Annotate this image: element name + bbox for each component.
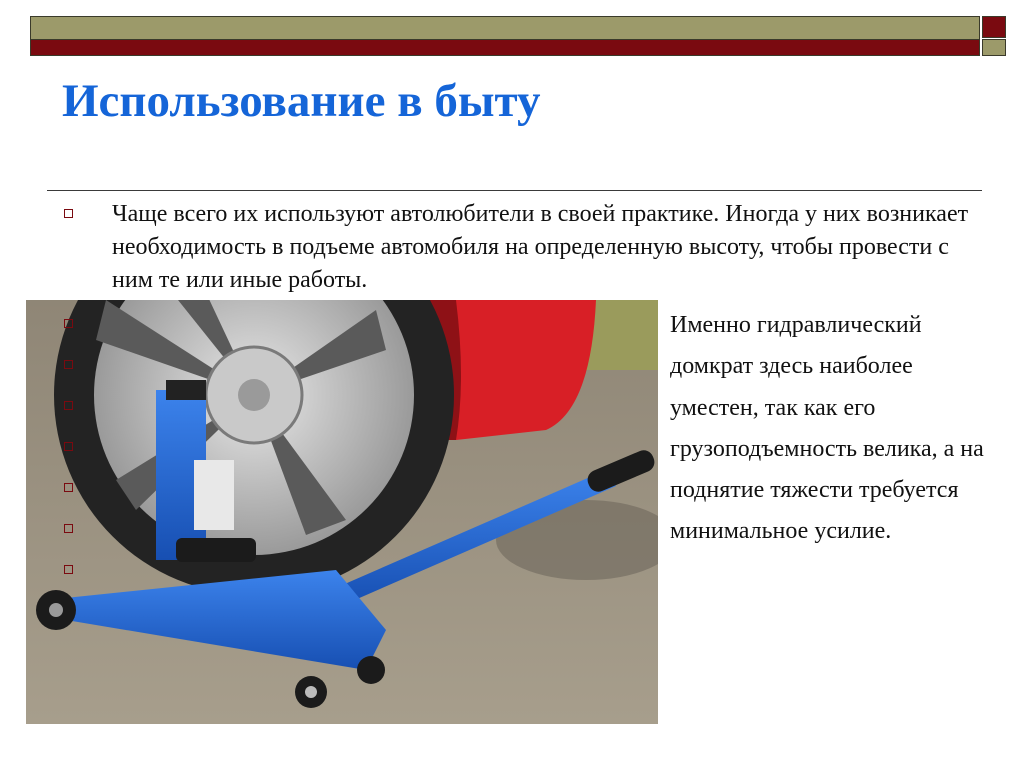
header-olive-stripe xyxy=(31,17,979,40)
bullet-icon xyxy=(64,442,73,451)
jack-photo-illustration xyxy=(26,300,658,724)
bullet-icon xyxy=(64,360,73,369)
bullet-icon xyxy=(64,401,73,410)
title-divider xyxy=(47,190,982,191)
header-bar xyxy=(30,16,980,56)
bullet-icon xyxy=(64,319,73,328)
jack-photo xyxy=(26,300,658,724)
bullet-icon xyxy=(64,565,73,574)
header-red-stripe xyxy=(31,40,979,55)
corner-red-square xyxy=(982,16,1006,38)
bullet-icon xyxy=(64,524,73,533)
bullet-text-2: Именно гидравлический домкрат здесь наиболее уместен, так как его грузоподъемность велика, а на поднятие тяжести требуется минимальное усилие. xyxy=(670,312,984,545)
bullet-icon xyxy=(64,209,73,218)
bullet-icon xyxy=(64,483,73,492)
bullet-text-1: Чаще всего их используют автолюбители в своей практике. Иногда у них возникает необходимость в подъеме автомобиля на определенную высоту, чтобы провести с ним те или иные работы. xyxy=(112,201,969,293)
slide-title: Использование в быту xyxy=(62,75,541,127)
corner-olive-square xyxy=(982,39,1006,56)
